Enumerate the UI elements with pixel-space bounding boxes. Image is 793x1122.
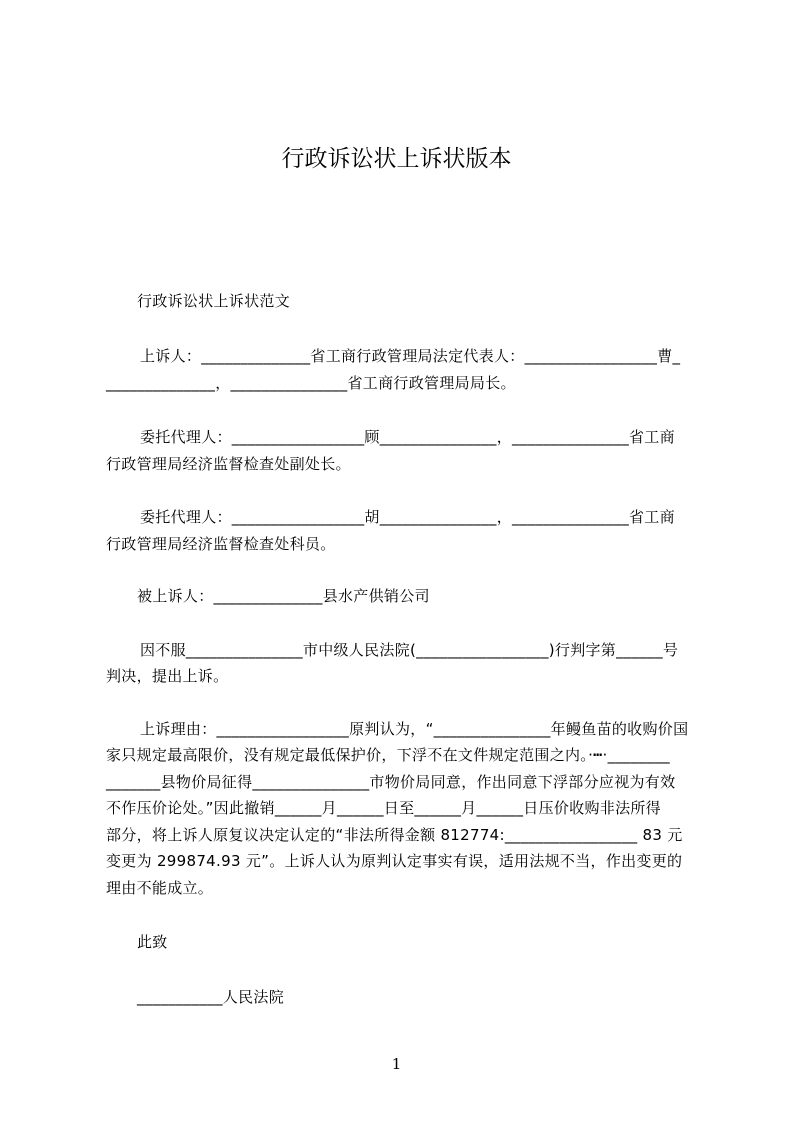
agent-2-line-2: 行政管理局经济监督检查处科员。 (106, 535, 336, 553)
reason-line-6: 变更为 299874.93 元”。上诉人认为原判认定事实有误，适用法规不当，作出变更的 (106, 852, 683, 870)
reason-line-2: 家只规定最高限价，没有规定最低保护价，下浮不在文件规定范围之内。·┅·________ (106, 746, 670, 764)
agent-1-line-1: 委托代理人：_________________顾_______________，_______________省工商 (140, 428, 675, 446)
reason-line-4: 不作压价论处。”因此撤销______月______日至______月______日压价收购非法所得 (106, 799, 661, 817)
reason-line-3: _______县物价局征得_______________市物价局同意，作出同意下浮部分应视为有效 (106, 773, 676, 791)
appellant-line-2: ______________，_______________省工商行政管理局局长。 (106, 374, 516, 392)
appeal-line-2: 判决，提出上诉。 (106, 667, 229, 685)
document-title: 行政诉讼状上诉状版本 (281, 146, 512, 172)
court-name-line: ___________人民法院 (137, 988, 285, 1006)
agent-1-line-2: 行政管理局经济监督检查处副处长。 (106, 455, 351, 473)
page-number: 1 (391, 1055, 402, 1073)
reason-line-5: 部分，将上诉人原复议决定认定的“非法所得金额 812774:_________________ 83 元 (106, 826, 683, 844)
appellee-line: 被上诉人：______________县水产供销公司 (137, 587, 430, 605)
salutation: 此致 (137, 933, 168, 951)
agent-2-line-1: 委托代理人：_________________胡_______________，_______________省工商 (140, 508, 675, 526)
appeal-line-1: 因不服_______________市中级人民法院(_________________)行判字第______号 (140, 641, 679, 659)
reason-line-1: 上诉理由：_________________原判认为，“_______________年鳗鱼苗的收购价国 (140, 720, 689, 738)
appellant-line-1: 上诉人：______________省工商行政管理局法定代表人：_________________曹_ (140, 347, 681, 365)
doc-subtitle: 行政诉讼状上诉状范文 (137, 292, 291, 310)
reason-line-7: 理由不能成立。 (106, 879, 214, 897)
